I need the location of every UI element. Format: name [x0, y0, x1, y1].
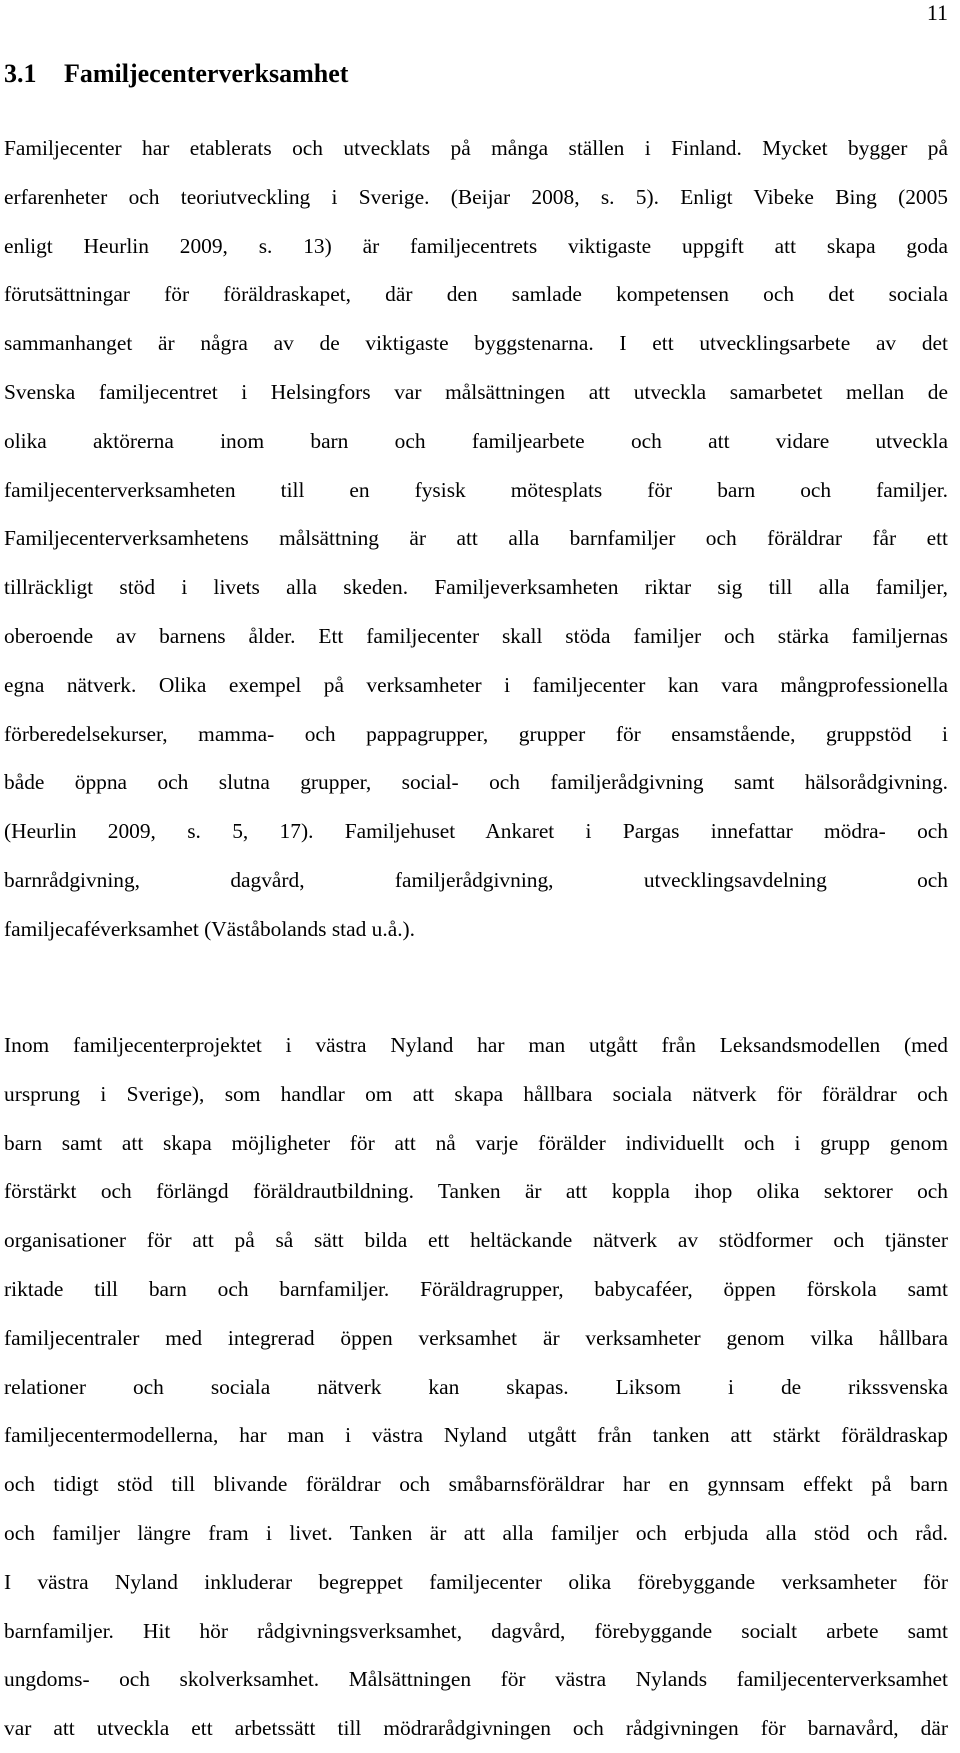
section-heading — [4, 54, 348, 94]
text-line: förstärkt och förlängd föräldrautbildning. Tanken är att koppla ihop olika sektorer och — [4, 1179, 948, 1204]
text-line: förberedelsekurser, mamma- och pappagrupper, grupper för ensamstående, gruppstöd i — [4, 721, 948, 746]
text-line: tillräckligt stöd i livets alla skeden. Familjeverksamheten riktar sig till alla familjer, — [4, 575, 948, 600]
text-line: förutsättningar för föräldraskapet, där den samlade kompetensen och det sociala — [4, 282, 948, 307]
section-number: 3.1 — [4, 59, 37, 88]
paragraph-1 — [4, 124, 948, 954]
page-number: 11 — [926, 0, 948, 25]
text-line: (Heurlin 2009, s. 5, 17). Familjehuset Ankaret i Pargas innefattar mödra- och — [4, 819, 948, 844]
text-line: I västra Nyland inkluderar begreppet familjecenter olika förebyggande verksamheter för — [4, 1569, 948, 1594]
text-line: sammanhanget är några av de viktigaste byggstenarna. I ett utvecklingsarbete av det — [4, 331, 948, 356]
section-title: Familjecenterverksamhet — [64, 59, 349, 88]
paragraph-2 — [4, 1021, 948, 1753]
text-line: var att utveckla ett arbetssätt till mödrarådgivningen och rådgivningen för barnavård, där — [4, 1716, 948, 1741]
text-line: organisationer för att på så sätt bilda ett heltäckande nätverk av stödformer och tjänster — [4, 1228, 948, 1253]
text-line: och tidigt stöd till blivande föräldrar och småbarnsföräldrar har en gynnsam effekt på barn — [4, 1472, 948, 1497]
text-line: familjecentermodellerna, har man i västra Nyland utgått från tanken att stärkt föräldraskap — [4, 1423, 948, 1448]
text-line: familjecenterverksamheten till en fysisk mötesplats för barn och familjer. — [4, 477, 948, 502]
text-line: Familjecenterverksamhetens målsättning är att alla barnfamiljer och föräldrar får ett — [4, 526, 948, 551]
text-line: barn samt att skapa möjligheter för att nå varje förälder individuellt och i grupp genom — [4, 1130, 948, 1155]
text-line: ursprung i Sverige), som handlar om att skapa hållbara sociala nätverk för föräldrar och — [4, 1081, 948, 1106]
text-line: både öppna och slutna grupper, social- och familjerådgivning samt hälsorådgivning. — [4, 770, 948, 795]
text-line: erfarenheter och teoriutveckling i Sverige. (Beijar 2008, s. 5). Enligt Vibeke Bing (2005 — [4, 184, 948, 209]
text-line: familjecaféverksamhet (Väståbolands stad u.å.). — [4, 916, 416, 941]
text-line: Svenska familjecentret i Helsingfors var målsättningen att utveckla samarbetet mellan de — [4, 379, 948, 404]
text-line: Inom familjecenterprojektet i västra Nyland har man utgått från Leksandsmodellen (med — [4, 1033, 948, 1057]
text-line: och familjer längre fram i livet. Tanken är att alla familjer och erbjuda alla stöd och råd. — [4, 1520, 948, 1545]
text-line: Familjecenter har etablerats och utvecklats på många ställen i Finland. Mycket bygger på — [4, 136, 948, 160]
text-line: egna nätverk. Olika exempel på verksamheter i familjecenter kan vara mångprofessionella — [4, 672, 948, 697]
text-line: olika aktörerna inom barn och familjearbete och att vidare utveckla — [4, 428, 948, 453]
text-line: riktade till barn och barnfamiljer. Föräldragrupper, babycaféer, öppen förskola samt — [4, 1276, 948, 1301]
text-line: relationer och sociala nätverk kan skapas. Liksom i de rikssvenska — [4, 1374, 948, 1399]
text-line: oberoende av barnens ålder. Ett familjecenter skall stöda familjer och stärka familjernas — [4, 623, 948, 648]
text-line: ungdoms- och skolverksamhet. Målsättningen för västra Nylands familjecenterverksamhet — [4, 1667, 948, 1692]
text-line: barnfamiljer. Hit hör rådgivningsverksamhet, dagvård, förebyggande socialt arbete samt — [4, 1618, 948, 1643]
text-line: familjecentraler med integrerad öppen verksamhet är verksamheter genom vilka hållbara — [4, 1325, 948, 1350]
text-line: enligt Heurlin 2009, s. 13) är familjecentrets viktigaste uppgift att skapa goda — [4, 233, 948, 258]
text-line: barnrådgivning, dagvård, familjerådgivning, utvecklingsavdelning och — [4, 867, 948, 892]
